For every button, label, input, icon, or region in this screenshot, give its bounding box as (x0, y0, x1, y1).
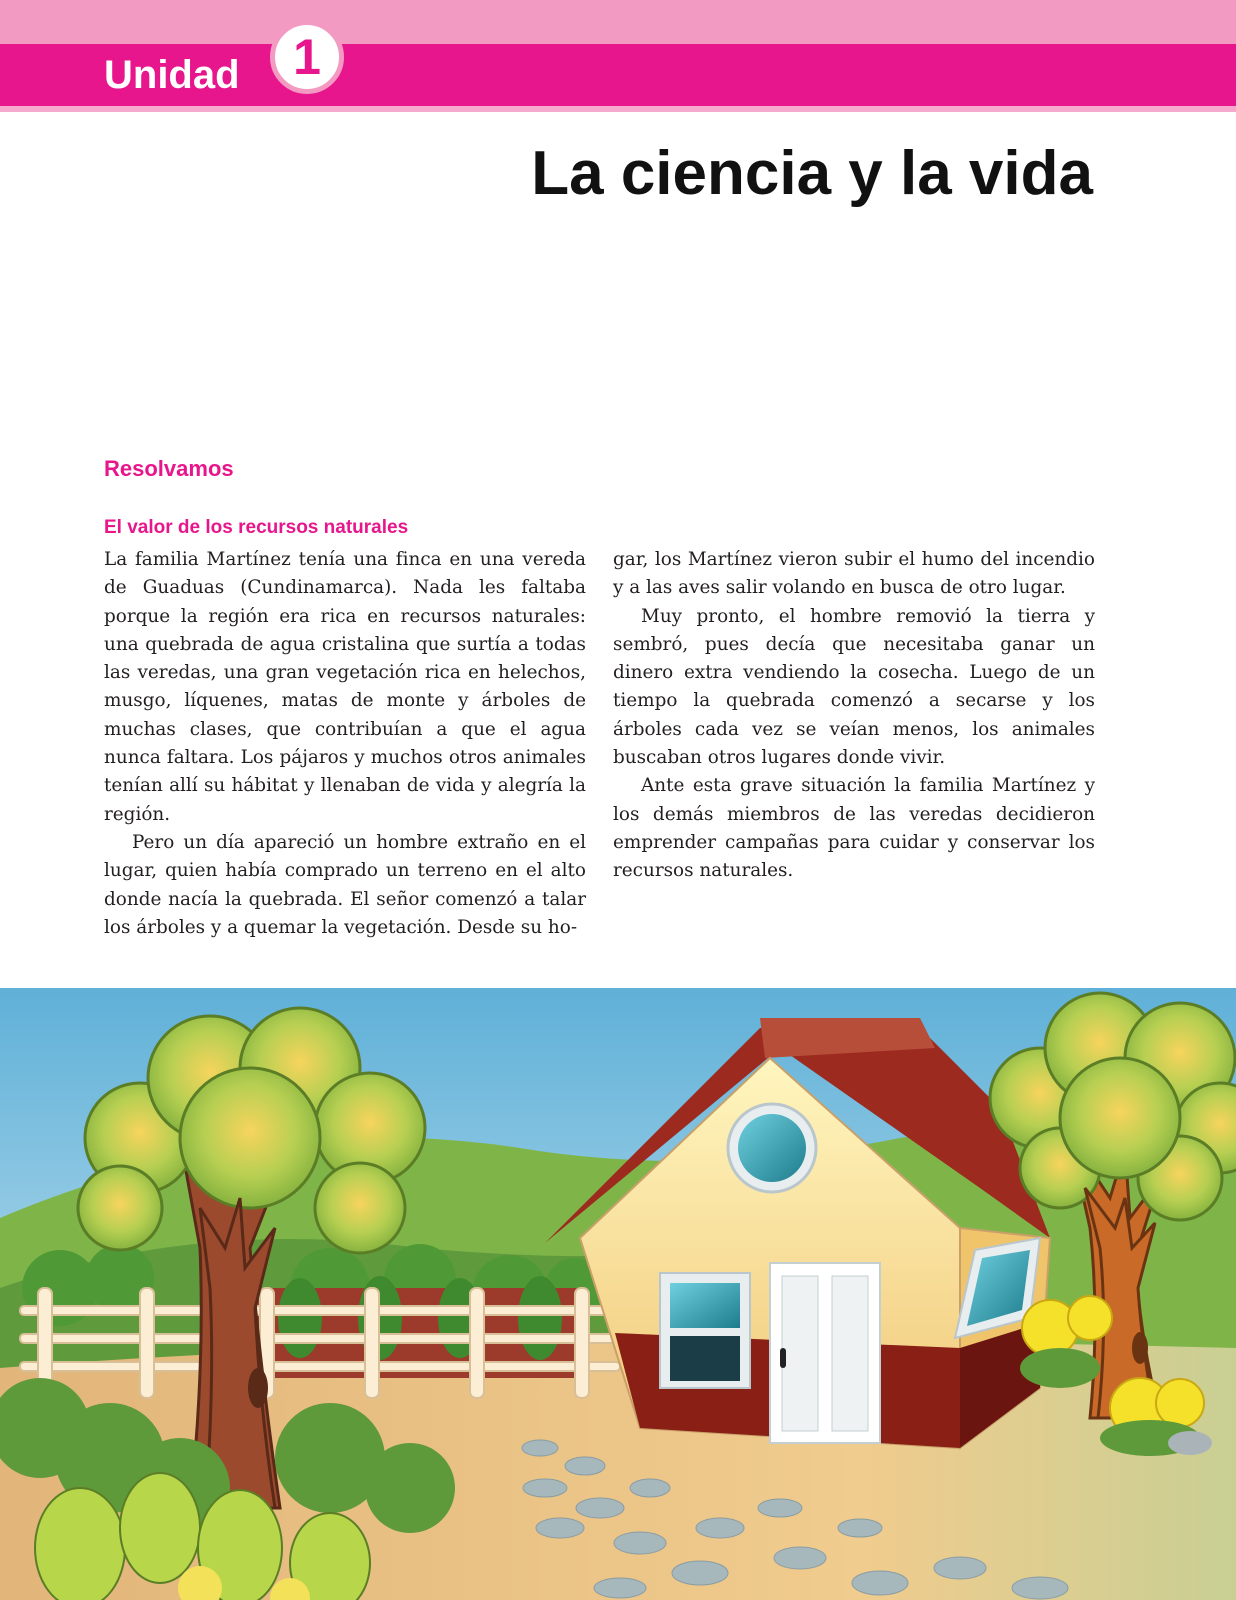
paragraph: gar, los Martínez vieron subir el humo del incendio y a las aves salir volando en busca de otro lugar. (613, 549, 1095, 599)
section-subtitle: El valor de los recursos naturales (104, 517, 409, 538)
paragraph: Pero un día apareció un hombre extraño en el lugar, quien había comprado un terreno en el alto donde nacía la quebrada. El señor comenzó a talar los árboles y a quemar la vegetación. Desde su ho- (104, 831, 586, 938)
unit-number-badge: 1 (270, 20, 344, 94)
page-title: La ciencia y la vida (531, 139, 1093, 208)
paragraph: Muy pronto, el hombre removió la tierra y sembró, pues decía que necesitaba ganar un dinero extra vendiendo la cosecha. Luego de un tiempo la quebrada comenzó a secarse y los árboles cada vez se veían menos, los animales buscaban otros lugares donde vivir. (613, 605, 1095, 769)
section-title: Resolvamos (104, 456, 234, 481)
header-top-strip (0, 0, 1236, 44)
paragraph: Ante esta grave situación la familia Martínez y los demás miembros de las veredas decidieron emprender campañas para cuidar y conservar los recursos naturales. (613, 775, 1095, 882)
unit-label: Unidad (104, 53, 240, 97)
text-column-right (613, 546, 1095, 886)
farmhouse-illustration (0, 988, 1236, 1600)
paragraph: La familia Martínez tenía una finca en una vereda de Guaduas (Cundinamarca). Nada les faltaba porque la región era rica en recursos naturales: una quebrada de agua cristalina que surtía a todas las veredas, una gran vegetación rica en helechos, musgo, líquenes, matas de monte y árboles de muchas clases, que contribuían a que el agua nunca faltara. Los pájaros y muchos otros animales tenían allí su hábitat y llenaban de vida y alegría la región. (104, 549, 586, 825)
header-under-strip (0, 106, 1236, 112)
text-column-left (104, 546, 586, 942)
